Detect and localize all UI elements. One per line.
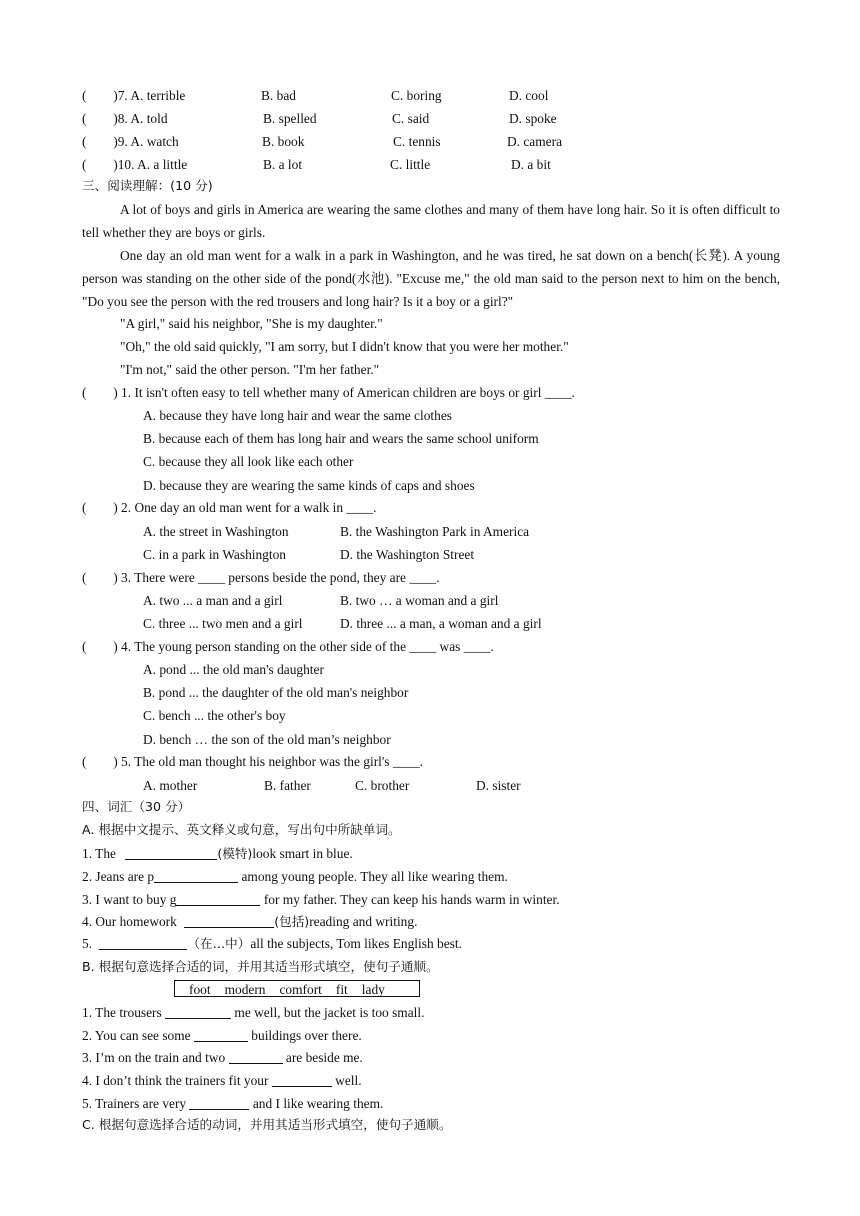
question-option: A. mother — [143, 778, 198, 793]
cloze-option-a: ( )10. A. a little — [82, 157, 188, 172]
cloze-option-d: D. a bit — [511, 157, 551, 172]
cloze-option-b: B. bad — [261, 88, 296, 103]
part-a-item: 5. （在…中）all the subjects, Tom likes English best. — [82, 936, 462, 951]
question-stem: ( ) 2. One day an old man went for a walk in ____. — [82, 500, 377, 515]
cloze-option-d: D. spoke — [509, 111, 557, 126]
cloze-option-d: D. camera — [507, 134, 563, 149]
cloze-row — [82, 109, 782, 129]
word-bank-item: comfort — [279, 982, 322, 997]
part-b-item: 2. You can see some buildings over there. — [82, 1028, 362, 1043]
question-option: B. father — [264, 778, 311, 793]
question-option: B. the Washington Park in America — [340, 524, 530, 539]
word-bank-item: modern — [224, 982, 266, 997]
question-option: B. because each of them has long hair and wears the same school uniform — [143, 431, 539, 446]
cloze-option-b: B. spelled — [263, 111, 317, 126]
answer-blank[interactable] — [194, 1027, 248, 1042]
question-option: A. pond ... the old man's daughter — [143, 662, 324, 677]
answer-blank[interactable] — [189, 1095, 249, 1110]
question-option: D. sister — [476, 778, 521, 793]
cloze-option-b: B. book — [262, 134, 305, 149]
question-option: A. the street in Washington — [143, 524, 289, 539]
answer-blank[interactable] — [184, 913, 274, 928]
word-bank-box — [174, 980, 420, 997]
passage-paragraph-3: "A girl," said his neighbor, "She is my daughter." — [120, 316, 383, 331]
word-bank-item: fit — [335, 982, 348, 997]
part-b-item: 3. I’m on the train and two are beside me. — [82, 1050, 363, 1065]
cloze-row — [82, 155, 782, 175]
passage-paragraph-4: "Oh," the old said quickly, "I am sorry, but I didn't know that you were her mother." — [120, 339, 569, 354]
part-b-item: 1. The trousers me well, but the jacket is too small. — [82, 1005, 425, 1020]
cloze-option-d: D. cool — [509, 88, 549, 103]
part-a-item: 3. I want to buy g for my father. They can keep his hands warm in winter. — [82, 892, 560, 907]
cloze-option-c: C. boring — [391, 88, 442, 103]
answer-blank[interactable] — [154, 868, 238, 883]
word-bank-item: lady — [361, 982, 385, 997]
question-option: C. three ... two men and a girl — [143, 616, 303, 631]
passage-text: One day an old man went for a walk in a park in Washington, and he was tired, he sat down on a bench(长凳). A young person was standing on the other side of the pond(水池). "Excuse me," the old man said to the person next to him on the bench, "Do you see the person with the red trousers and long hair? Is it a boy or a girl?" — [82, 248, 780, 309]
passage-text: A lot of boys and girls in America are wearing the same clothes and many of them have long hair. So it is often difficult to tell whether they are boys or girls. — [82, 202, 780, 240]
section-4-heading: 四、词汇（30 分） — [82, 799, 191, 814]
part-b-item: 5. Trainers are very and I like wearing them. — [82, 1096, 384, 1111]
part-a-item: 2. Jeans are p among young people. They all like wearing them. — [82, 869, 508, 884]
passage-paragraph-5: "I'm not," said the other person. "I'm her father." — [120, 362, 380, 377]
question-option: A. because they have long hair and wear the same clothes — [143, 408, 452, 423]
part-a-item: 1. The (模特)look smart in blue. — [82, 846, 353, 861]
question-stem: ( ) 5. The old man thought his neighbor was the girl's ____. — [82, 754, 423, 769]
cloze-option-a: ( )9. A. watch — [82, 134, 179, 149]
cloze-row — [82, 86, 782, 106]
question-stem: ( ) 4. The young person standing on the other side of the ____ was ____. — [82, 639, 494, 654]
question-stem: ( ) 1. It isn't often easy to tell whether many of American children are boys or girl ____. — [82, 385, 575, 400]
question-option: C. because they all look like each other — [143, 454, 354, 469]
part-b-item: 4. I don’t think the trainers fit your well. — [82, 1073, 362, 1088]
question-option: D. bench … the son of the old man’s neighbor — [143, 732, 391, 747]
question-option: B. pond ... the daughter of the old man's neighbor — [143, 685, 409, 700]
cloze-row — [82, 132, 782, 152]
section-3-heading: 三、阅读理解：(10 分) — [82, 178, 213, 193]
question-option: C. brother — [355, 778, 410, 793]
question-stem: ( ) 3. There were ____ persons beside the pond, they are ____. — [82, 570, 440, 585]
answer-blank[interactable] — [176, 891, 260, 906]
question-option: C. in a park in Washington — [143, 547, 286, 562]
answer-blank[interactable] — [165, 1004, 231, 1019]
question-option: D. because they are wearing the same kinds of caps and shoes — [143, 478, 475, 493]
part-b-heading: B. 根据句意选择合适的词，并用其适当形式填空，使句子通顺。 — [82, 959, 439, 974]
cloze-option-a: ( )7. A. terrible — [82, 88, 186, 103]
answer-blank[interactable] — [125, 845, 217, 860]
passage-paragraph-1 — [82, 198, 780, 244]
answer-blank[interactable] — [272, 1072, 332, 1087]
part-a-heading: A. 根据中文提示、英文释义或句意，写出句中所缺单词。 — [82, 822, 401, 837]
question-option: D. three ... a man, a woman and a girl — [340, 616, 542, 631]
cloze-option-c: C. little — [390, 157, 431, 172]
cloze-option-b: B. a lot — [263, 157, 303, 172]
question-option: C. bench ... the other's boy — [143, 708, 286, 723]
question-option: B. two … a woman and a girl — [340, 593, 499, 608]
passage-paragraph-2 — [82, 244, 780, 313]
cloze-option-c: C. tennis — [393, 134, 441, 149]
question-option: A. two ... a man and a girl — [143, 593, 283, 608]
question-option: D. the Washington Street — [340, 547, 475, 562]
cloze-option-c: C. said — [392, 111, 430, 126]
part-c-heading: C. 根据句意选择合适的动词，并用其适当形式填空，使句子通顺。 — [82, 1117, 452, 1132]
word-bank-item: foot — [189, 982, 211, 997]
answer-blank[interactable] — [229, 1049, 283, 1064]
cloze-option-a: ( )8. A. told — [82, 111, 168, 126]
part-a-item: 4. Our homework (包括)reading and writing. — [82, 914, 418, 929]
answer-blank[interactable] — [99, 935, 187, 950]
